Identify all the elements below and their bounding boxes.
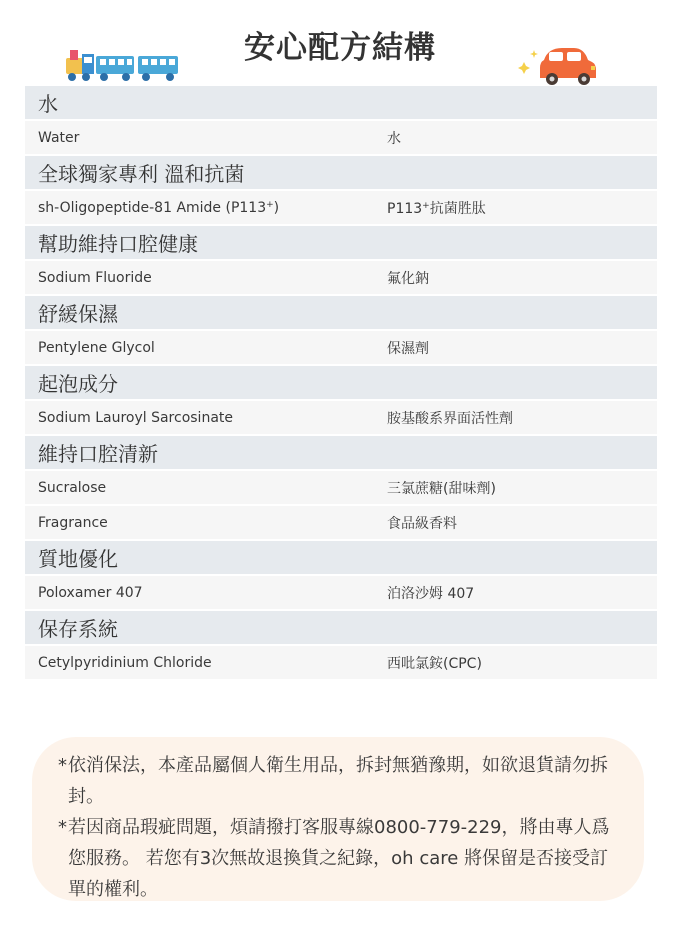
ingredient-english: Poloxamer 407 <box>38 584 143 601</box>
category-label: 起泡成分 <box>38 372 118 396</box>
category-header <box>25 156 657 189</box>
ingredient-row <box>25 576 657 609</box>
category-header <box>25 226 657 259</box>
category-label: 質地優化 <box>38 547 118 571</box>
ingredient-row <box>25 506 657 539</box>
notes-box <box>32 737 644 901</box>
ingredient-row <box>25 121 657 154</box>
category-header <box>25 366 657 399</box>
ingredient-english: Sucralose <box>38 479 107 496</box>
note-text: 若因商品瑕疵問題，煩請撥打客服專線0800-779-229，將由專人爲您服務。 若您有3次無故退換貨之紀錄，oh care 將保留是否接受訂單的權利。 <box>68 817 610 900</box>
ingredient-chinese: 保濕劑 <box>387 340 429 357</box>
ingredient-row <box>25 401 657 434</box>
ingredient-chinese: 泊洛沙姆 407 <box>387 585 475 602</box>
ingredient-chinese: 水 <box>387 130 401 147</box>
page-title: 安心配方結構 <box>244 30 436 66</box>
note-customer-service <box>58 812 620 905</box>
ingredient-english: Sodium Fluoride <box>38 269 152 286</box>
category-header <box>25 541 657 574</box>
ingredient-row <box>25 646 657 679</box>
note-asterisk: * <box>58 755 67 776</box>
ingredient-english <box>25 200 387 216</box>
ingredient-english: Fragrance <box>38 514 108 531</box>
ingredient-chinese <box>387 198 486 218</box>
category-header <box>25 86 657 119</box>
note-asterisk: * <box>58 817 67 838</box>
category-header <box>25 296 657 329</box>
ingredient-chinese: 氟化鈉 <box>387 270 429 287</box>
ingredient-chinese: 胺基酸系界面活性劑 <box>387 410 513 427</box>
category-label: 保存系統 <box>38 617 118 641</box>
ingredient-chinese-tail: 抗菌胜肽 <box>429 200 486 217</box>
category-header <box>25 436 657 469</box>
ingredient-english: Water <box>38 129 80 146</box>
category-label: 全球獨家專利 溫和抗菌 <box>38 162 245 186</box>
category-label: 舒緩保濕 <box>38 302 118 326</box>
superscript: + <box>422 200 430 211</box>
category-label: 維持口腔清新 <box>38 442 158 466</box>
ingredient-row <box>25 331 657 364</box>
ingredient-english: Pentylene Glycol <box>38 339 155 356</box>
ingredient-chinese: 食品級香料 <box>387 515 457 532</box>
superscript: + <box>266 199 274 210</box>
ingredient-chinese: 西吡氯銨(CPC) <box>387 655 482 672</box>
ingredient-table <box>25 86 657 681</box>
header <box>0 0 680 86</box>
ingredient-chinese-main: P113 <box>387 200 423 217</box>
category-label: 幫助維持口腔健康 <box>38 232 198 256</box>
ingredient-chinese: 三氯蔗糖(甜味劑) <box>387 480 496 497</box>
category-label: 水 <box>38 92 58 116</box>
ingredient-english-main: sh-Oligopeptide-81 Amide (P113 <box>38 199 267 216</box>
ingredient-row <box>25 191 657 224</box>
ingredient-english: Sodium Lauroyl Sarcosinate <box>38 409 233 426</box>
note-text: 依消保法，本產品屬個人衛生用品，拆封無猶豫期，如欲退貨請勿拆封。 <box>68 755 608 807</box>
ingredient-row <box>25 471 657 504</box>
ingredient-english-tail: ) <box>273 199 280 216</box>
car-icon <box>518 44 598 88</box>
ingredient-english: Cetylpyridinium Chloride <box>38 654 212 671</box>
category-header <box>25 611 657 644</box>
ingredient-row <box>25 261 657 294</box>
note-return-policy <box>58 750 620 812</box>
